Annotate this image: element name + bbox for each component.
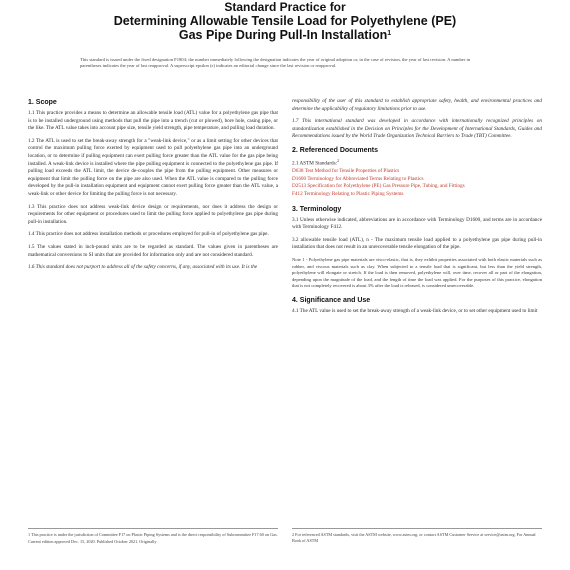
footnotes-left	[28, 528, 278, 546]
reference-title[interactable]: Terminology Relating to Plastic Piping Systems	[303, 191, 404, 198]
section-heading-significance-and-use: 4. Significance and Use	[292, 297, 371, 305]
astm-footnote-mark: 2	[337, 158, 339, 163]
paragraph-1-7: 1.7 This international standard was developed in accordance with internationally recognized principles on standardization established in the Decision on Principles for the Development of International Standards, Guides and Recommendations issued by the World Trade Organization Technical Barriers to Trade (TBT) Committee.	[292, 118, 542, 140]
paragraph-1-1: 1.1 This practice provides a means to determine an allowable tensile load (ATL) value for a polyethylene gas pipe that is to be installed underground using methods that pull the pipe into a trench (cut or plowed), bore hole, casing pipe, or the like. The ATL value takes into account pipe size, tensile yield strength, pipe temperature, and pulling load duration.	[28, 110, 278, 132]
footnotes-right	[292, 528, 542, 545]
astm-standards-label: 2.1 ASTM Standards:	[292, 160, 338, 167]
paragraph-1-6: 1.6 This standard does not purport to address all of the safety concerns, if any, associated with its use. It is the	[28, 264, 258, 271]
paragraph-1-4: 1.4 This practice does not address installation methods or procedures employed for pull-in of polyethylene gas pipe.	[28, 231, 269, 238]
paragraph-3-2: 3.2 allowable tensile load (ATL), n - The maximum tensile load applied to a polyethylene gas pipe during pull-in installation that does not result in an unrecoverable tensile elongation of the pipe.	[292, 236, 542, 251]
section-heading-scope: 1. Scope	[28, 99, 57, 106]
reference-code[interactable]: D2513	[292, 183, 307, 190]
astm-standards-intro	[292, 158, 542, 168]
reference-title[interactable]: Specification for Polyethylene (PE) Gas Pressure Pipe, Tubing, and Fittings	[307, 183, 465, 190]
right-column	[292, 98, 542, 321]
paragraph-1-2: 1.2 The ATL is used to set the break-away strength for a "weak-link device," or as a limit setting for other devices that control the maximum pulling force exerted by equipment used to pull polyethylene gas pipe into an underground location, or to determine if pulling equipment can exert pulling force greater than the ATL value for the gas pipe being installed. A weak-link device is installed where the pipe pulling equipment is connected to the polyethylene gas pipe. If pulling load exceeds the ATL limit, the device de-couples the pipe from the pulling equipment. Other measures or equipment that limit the pulling force on the pipe are also used. When the ATL value is compared to the pulling force developed by the pull-in installation equipment and equipment cannot exert pulling force greater than the ATL value, a weak-link or other device for limiting the pulling force is not necessary.	[28, 137, 278, 197]
reference-title[interactable]: Terminology for Abbreviated Terms Relating to Plastics	[307, 175, 424, 182]
paragraph-4-1: 4.1 The ATL value is used to set the break-away strength of a weak-link device, or to set other equipment used to limit	[292, 308, 538, 315]
reference-code[interactable]: F412	[292, 191, 303, 198]
paragraph-1-5: 1.5 The values stated in inch-pound units are to be regarded as standard. The values given in parentheses are mathematical conversions to SI units that are provided for information only and are not considered standard.	[28, 243, 278, 258]
reference-item[interactable]	[292, 168, 542, 176]
footnote: 2 For referenced ASTM standards, visit the ASTM website, www.astm.org, or contact ASTM Customer Service at service@astm.org. For Annual Book of ASTM	[292, 532, 536, 543]
paragraph-1-3: 1.3 This practice does not address weak-link device design or requirements, nor does it address the design or requirements for other equipment or procedures used to limit the pulling force applied to polyethylene gas pipe during pull-in installation.	[28, 203, 278, 225]
document-title-line-1: Determining Allowable Tensile Load for Polyethylene (PE)	[113, 14, 457, 28]
standard-type-heading: Standard Practice for	[224, 0, 346, 14]
reference-code[interactable]: D638	[292, 168, 304, 175]
note-1: Note 1 - Polyethylene gas pipe materials are visco-elastic, that is, they exhibit properties associated with both elastic materials such as rubber, and viscous materials such as clay. When subjected to a tensile load that is significant, but less than the yield strength, polyethylene will elongate or stretch. If the load is then removed, polyethylene will, over time, recover all or part of the elongation, depending upon the magnitude of the load, and the length of time the load was applied. For the purposes of this practice, elongation that is not completely recovered is about 3% after the load is released, is considered unrecoverable.	[292, 257, 542, 289]
title-footnote-mark: 1	[387, 30, 392, 37]
referenced-documents-list	[292, 158, 542, 199]
footnote: Current edition approved Dec. 15, 2020. Published October 2021. Originally	[28, 539, 157, 544]
paragraph-3-1: 3.1 Unless otherwise indicated, abbreviations are in accordance with Terminology D1600, and terms are in accordance with Terminology F412.	[292, 216, 542, 231]
reference-item[interactable]	[292, 191, 542, 199]
reference-title[interactable]: Test Method for Tensile Properties of Plastics	[304, 168, 400, 175]
document-title-line-2	[28, 28, 542, 42]
paragraph-1-6-continued: responsibility of the user of this standard to establish appropriate safety, health, and environmental practices and determine the applicability of regulatory limitations prior to use.	[292, 98, 542, 112]
reference-item[interactable]	[292, 183, 542, 191]
designation-notice: This standard is issued under the fixed designation F1804; the number immediately following the designation indicates the year of original adoption or, in the case of revision, the year of last revision. A number in parentheses indicates the year of last reapproval. A superscript epsilon (ε) indicates an editorial change since the last revision or reapproval.	[80, 57, 471, 68]
reference-code[interactable]: D1600	[292, 175, 307, 182]
footnote: 1 This practice is under the jurisdiction of Committee F17 on Plastic Piping Systems and is the direct responsibility of Subcommittee F17.60 on Gas.	[28, 532, 278, 537]
left-column	[28, 98, 278, 277]
document-title-text: Gas Pipe During Pull-In Installation	[178, 28, 388, 42]
section-heading-terminology: 3. Terminology	[292, 205, 342, 213]
section-heading-referenced-documents: 2. Referenced Documents	[292, 146, 378, 154]
